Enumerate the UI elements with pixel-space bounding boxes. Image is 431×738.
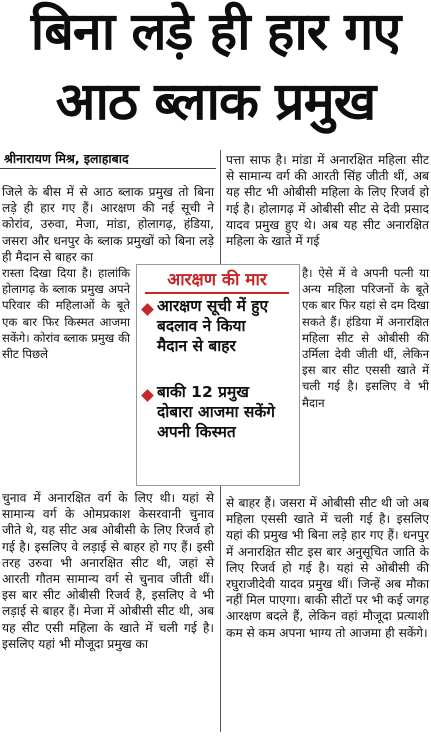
article-left-narrow: रास्ता दिखा दिया है। हालांकि होलागढ़ के ब्लाक प्रमुख अपने परिवार की महिलाओं के बूते एक बार फिर किस्मत आजमा सकेंगे। कोरांव ब्लाक प्रमुख की सीट पिछले [2,266,130,362]
factbox-item-2-line-1: बाकी 12 प्रमुख [157,383,249,401]
byline: श्रीनारायण मिश्र, इलाहाबाद [4,151,129,166]
factbox-item-1-line-2: बदलाव ने किया [157,317,246,335]
factbox-item-2-line-2: दोबारा आजमा सकेंगे [157,403,275,421]
article-left-bottom: चुनाव में अनारक्षित वर्ग के लिए थी। यहां से सामान्य वर्ग के ओमप्रकाश केसरवानी चुनाव जीते थे, यह सीट अब ओबीसी के लिए रिजर्व हो गई है। इसलिए वे लड़ाई से बाहर हो गए हैं। इसी तरह उरुवा भी अनारक्षित सीट थी, जहां से आरती गौतम सामान्य वर्ग से चुनाव जीती थीं। इस बार सीट ओबीसी रिजर्व है, इसलिए वे भी लड़ाई से बाहर हैं। मेजा में ओबीसी सीट थी, अब यह सीट एसी महिला के खाते में चली गई है। इसलिए यहां भी मौजूदा प्रमुख का [2,491,214,651]
headline-line-2: आठ ब्लाक प्रमुख [55,72,376,132]
factbox-item-2 [157,382,275,442]
article-right-narrow: है। ऐसे में वे अपनी पत्नी या अन्य महिला परिजनों के बूते एक बार फिर यहां से दम दिखा सकते हैं। हंडिया में अनारक्षित महिला सीट से ओबीसी की उर्मिला देवी जीती थीं, लेकिन इस बार सीट एससी खाते में चली गई है। इसलिए वे भी मैदान [302,266,429,410]
byline-rule [0,168,216,169]
factbox-item-1-line-1: आरक्षण सूची में हुए [157,297,269,315]
factbox-item-1 [157,296,268,356]
factbox-title: आरक्षण की मार [145,267,289,294]
headline-line-1: बिना लड़े ही हार गए [30,2,401,62]
factbox [136,264,300,486]
factbox-item-1-line-3: मैदान से बाहर [157,337,236,355]
article-left-top: जिले के बीस में से आठ ब्लाक प्रमुख तो बिना लड़े ही हार गए हैं। आरक्षण की नई सूची ने कोरांव, उरुवा, मेजा, मांडा, होलागढ़, हंडिया, जसरा और धनपुर के ब्लाक प्रमुखों को बिना लड़े ही मैदान से बाहर का [2,185,214,264]
diamond-bullet-icon [141,389,154,402]
article-right-bottom: से बाहर हैं। जसरा में ओबीसी सीट थी जो अब महिला एससी खाते में चली गई है। इसलिए यहां की प्रमुख भी बिना लड़े हार गए हैं। धनपुर में अनारक्षित सीट इस बार अनुसूचित जाति के लिए रिजर्व हो गई है। यहां से ओबीसी की रघुराजीदेवी यादव प्रमुख थीं। जिन्हें अब मौका नहीं मिल पाएगा। बाकी सीटों पर भी कई जगह आरक्षण बदले हैं, लेकिन वहां मौजूदा प्रत्याशी कम से कम अपना भाग्य तो आजमा ही सकेंगे। [226,496,429,640]
diamond-bullet-icon [141,303,154,316]
factbox-item-2-line-3: अपनी किस्मत [157,423,236,441]
article-right-top: पत्ता साफ है। मांडा में अनारक्षित महिला सीट से सामान्य वर्ग की आरती सिंह जीती थीं, अब यह सीट भी ओबीसी महिला के लिए रिजर्व हो गई है। होलागढ़ में ओबीसी सीट से देवी प्रसाद यादव प्रमुख हुए थे। अब यह सीट अनारक्षित महिला के खाते में गई [226,153,429,249]
